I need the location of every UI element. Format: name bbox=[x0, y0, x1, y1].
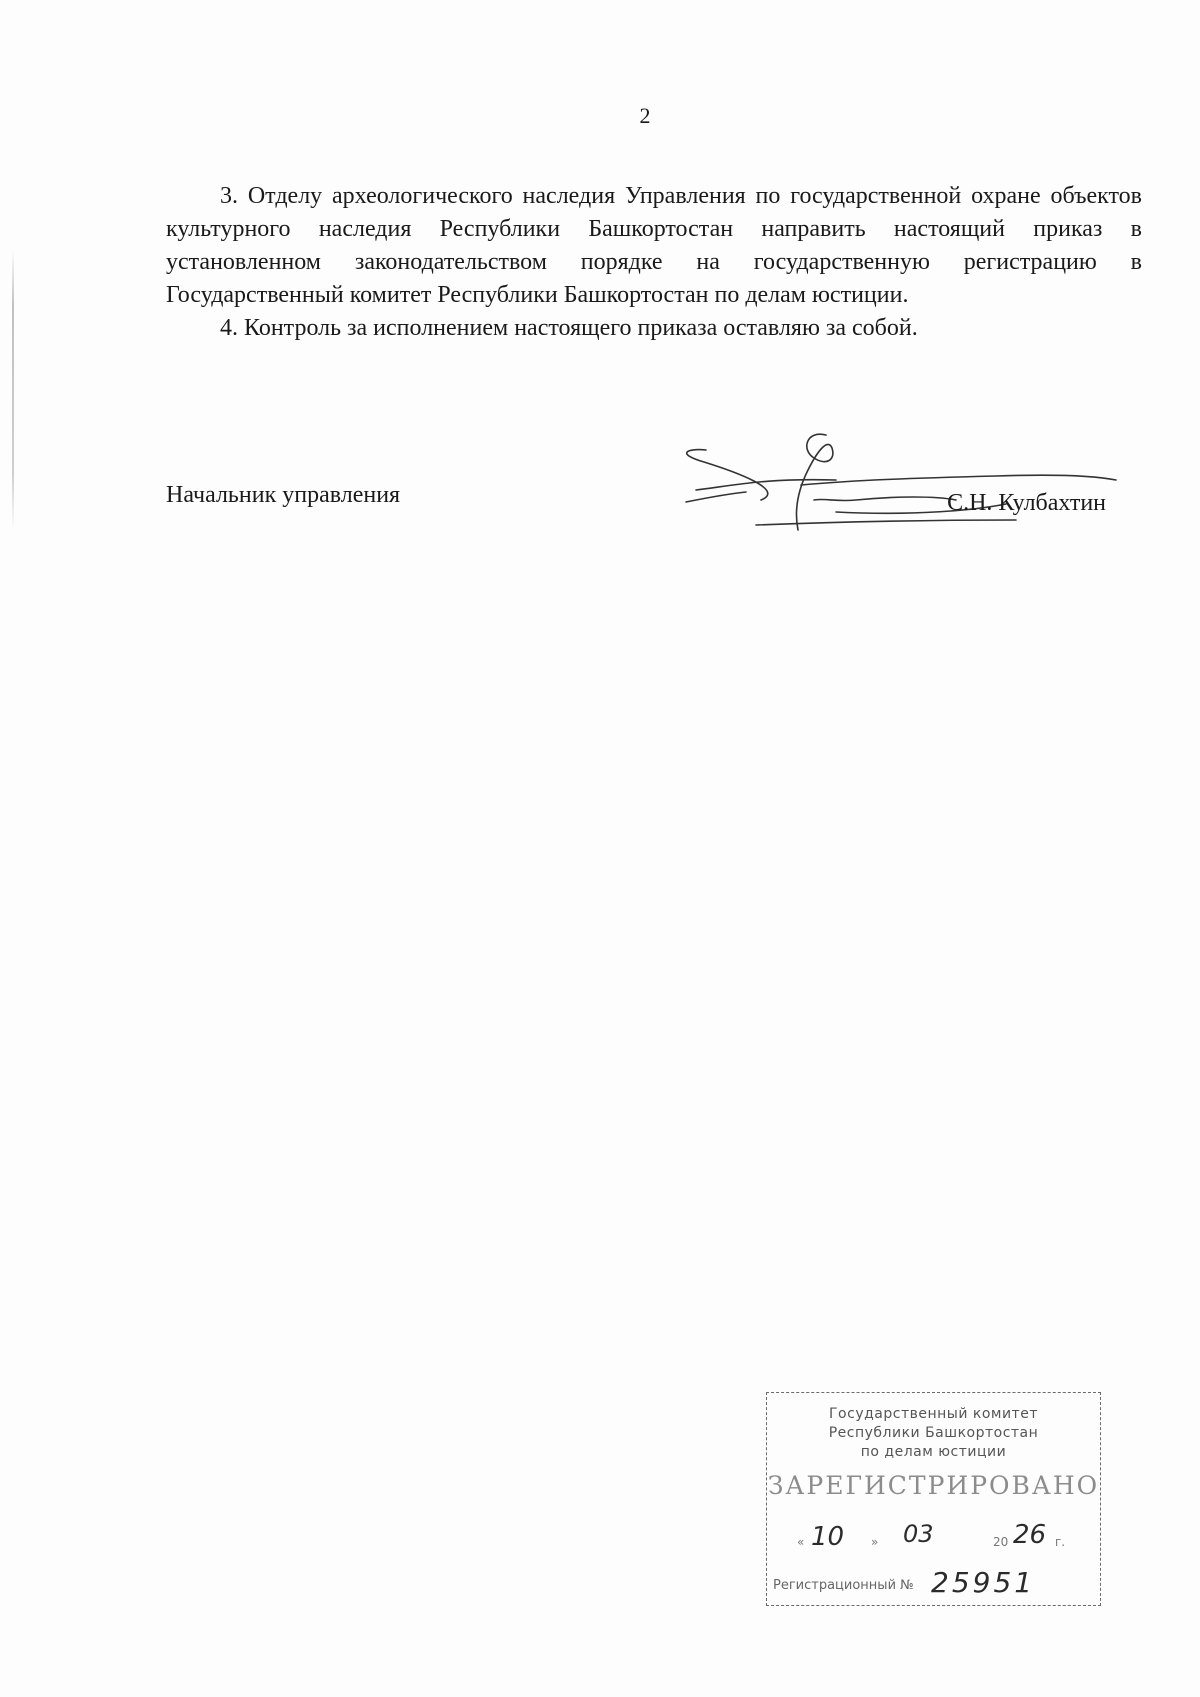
stamp-org-line: Республики Башкортостан bbox=[828, 1425, 1039, 1441]
stamp-date bbox=[797, 1518, 1077, 1552]
quote-mark: » bbox=[871, 1535, 879, 1549]
paragraph-4: 4. Контроль за исполнением настоящего приказа оставляю за собой. bbox=[220, 315, 918, 341]
scan-edge-mark bbox=[12, 250, 14, 530]
stamp-status: ЗАРЕГИСТРИРОВАНО bbox=[767, 1471, 1100, 1500]
quote-mark: « bbox=[797, 1535, 805, 1549]
stamp-registration-row bbox=[773, 1563, 1093, 1597]
stamp-day: 10 bbox=[811, 1522, 845, 1552]
document-body bbox=[166, 180, 1142, 345]
stamp-month: 03 bbox=[903, 1520, 934, 1548]
registration-stamp bbox=[766, 1392, 1101, 1606]
stamp-year-prefix: 20 bbox=[993, 1535, 1009, 1549]
signatory-role: Начальник управления bbox=[166, 482, 401, 508]
stamp-year: 26 bbox=[1013, 1520, 1047, 1550]
page-number: 2 bbox=[639, 103, 651, 128]
stamp-org-line: Государственный комитет bbox=[829, 1406, 1038, 1422]
signatory-name: С.Н. Кулбахтин bbox=[947, 490, 1106, 516]
stamp-organization bbox=[767, 1405, 1100, 1462]
handwritten-signature bbox=[536, 430, 1136, 540]
signature-block bbox=[166, 430, 1142, 540]
stamp-org-line: по делам юстиции bbox=[860, 1444, 1007, 1460]
stamp-year-mark: г. bbox=[1055, 1535, 1066, 1549]
stamp-number-label: Регистрационный № bbox=[773, 1578, 914, 1593]
stamp-number-value: 25951 bbox=[931, 1566, 1036, 1599]
paragraph-3: 3. Отделу археологического наследия Управления по государственной охране объектов культурного наследия Республики Башкортостан направить настоящий приказ в установленном законодательством порядке на государственную регистрацию в Государственный комитет Республики Башкортостан по делам юстиции. bbox=[166, 183, 1142, 308]
